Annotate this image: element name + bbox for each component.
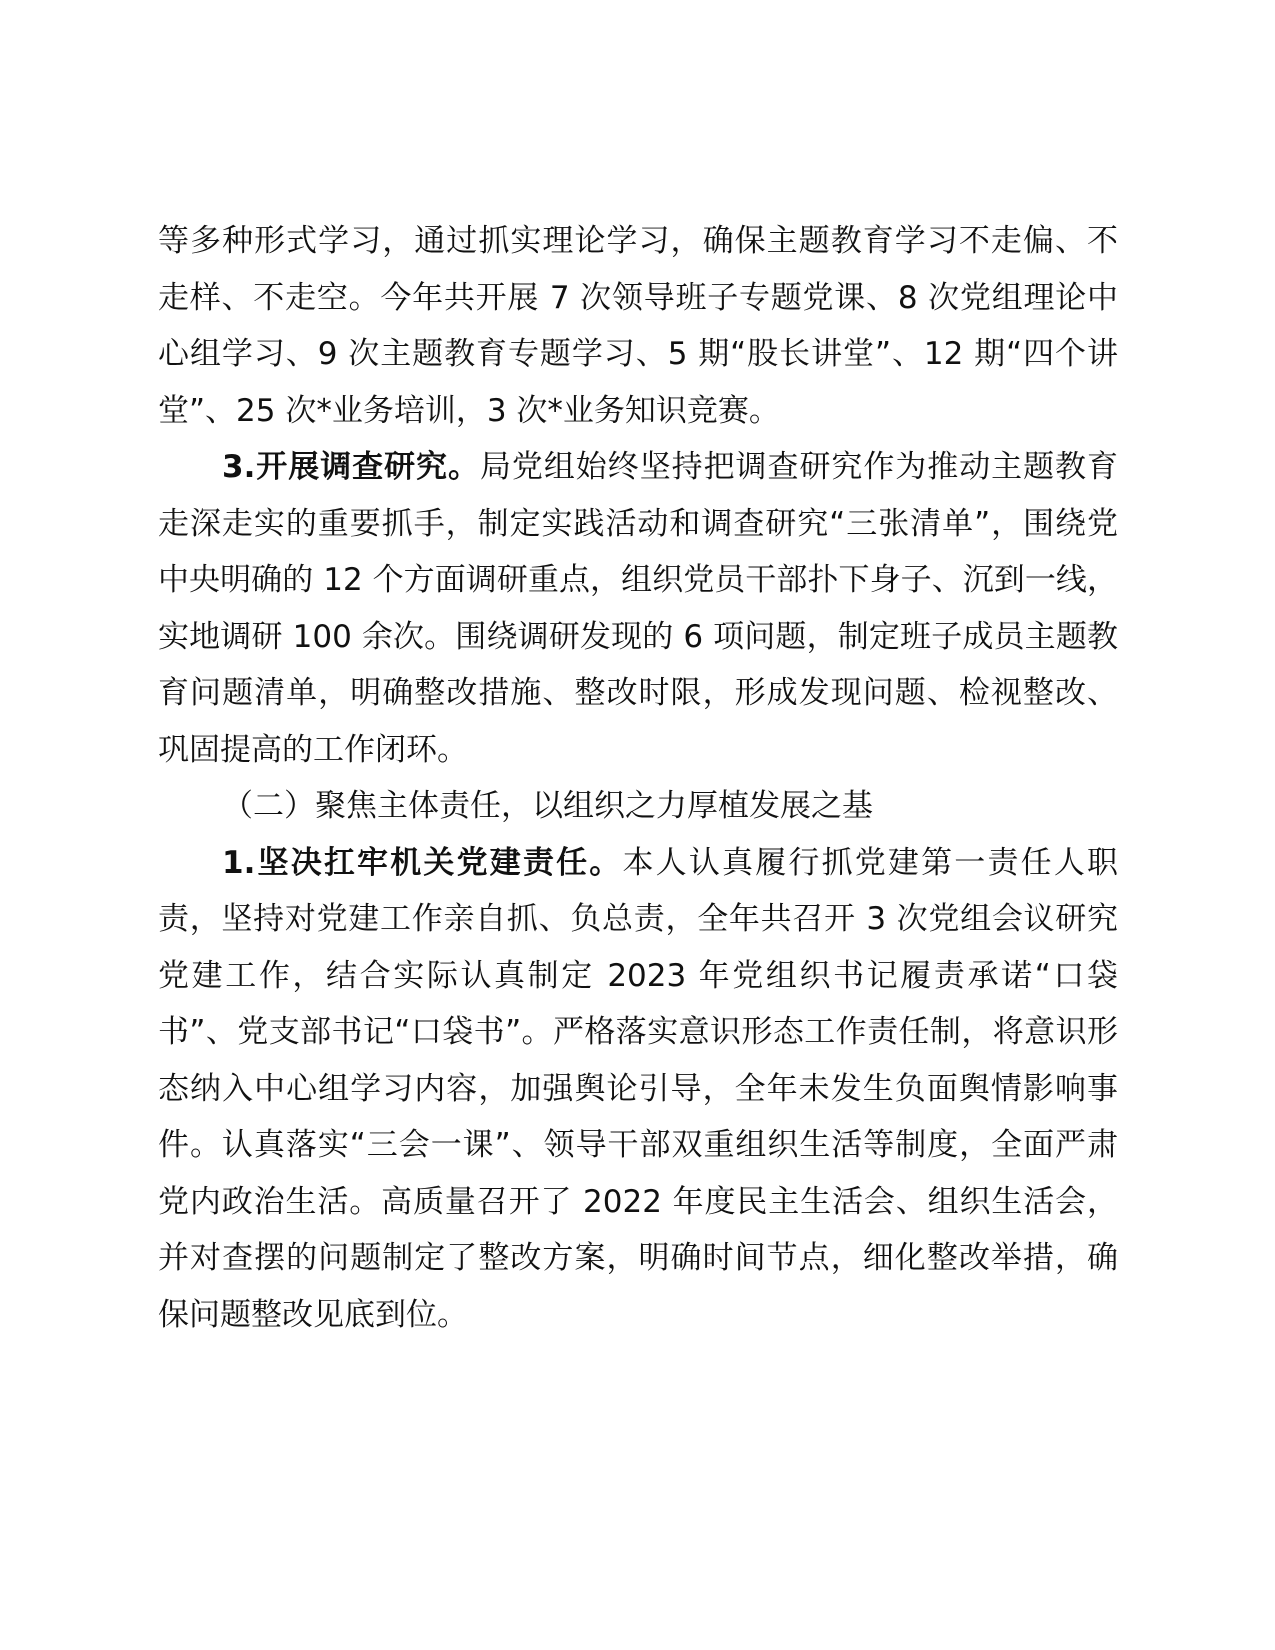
paragraph-heading: 3.开展调查研究。	[222, 449, 480, 485]
paragraph-party-building	[158, 835, 1118, 1344]
document-body	[158, 213, 1118, 1343]
paragraph-text: 本人认真履行抓党建第一责任人职责，坚持对党建工作亲自抓、负总责，全年共召开 3 次党组会议研究党建工作，结合实际认真制定 2023 年党组织书记履责承诺“口袋书”、党支部书记“口袋书”。严格落实意识形态工作责任制，将意识形态纳入中心组学习内容，加强舆论引导，全年未发生负面舆情影响事件。认真落实“三会一课”、领导干部双重组织生活等制度，全面严肃党内政治生活。高质量召开了 2022 年度民主生活会、组织生活会，并对查摆的问题制定了整改方案，明确时间节点，细化整改举措，确保问题整改见底到位。	[158, 844, 1118, 1333]
section-heading	[158, 778, 1118, 835]
paragraph-heading: 1.坚决扛牢机关党建责任。	[222, 844, 623, 881]
paragraph-continuation	[158, 213, 1118, 439]
paragraph-text: 等多种形式学习，通过抓实理论学习，确保主题教育学习不走偏、不走样、不走空。今年共开展 7 次领导班子专题党课、8 次党组理论中心组学习、9 次主题教育专题学习、5 期“股长讲堂”、12 期“四个讲堂”、25 次*业务培训，3 次*业务知识竞赛。	[158, 223, 1118, 429]
paragraph-text: 局党组始终坚持把调查研究作为推动主题教育走深走实的重要抓手，制定实践活动和调查研究“三张清单”，围绕党中央明确的 12 个方面调研重点，组织党员干部扑下身子、沉到一线，实地调研 100 余次。围绕调研发现的 6 项问题，制定班子成员主题教育问题清单，明确整改措施、整改时限，形成发现问题、检视整改、巩固提高的工作闭环。	[158, 449, 1118, 768]
section-heading-text: （二）聚焦主体责任，以组织之力厚植发展之基	[222, 788, 873, 824]
paragraph-research	[158, 439, 1118, 778]
